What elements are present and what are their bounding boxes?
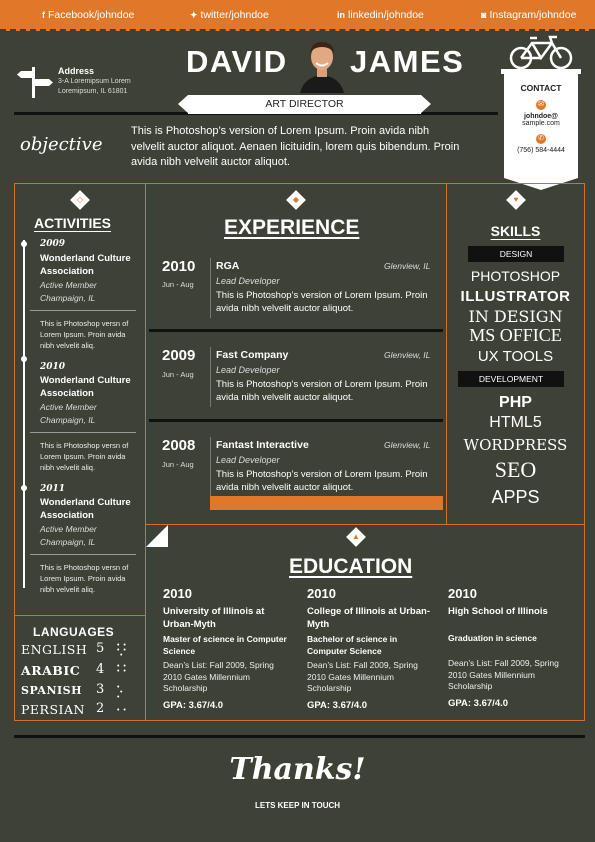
phone-icon: ✆: [536, 134, 546, 144]
skill-item: ILLUSTRATOR: [460, 288, 571, 305]
activity-place: Champaign, IL: [40, 415, 96, 425]
experience-range: Jun - Aug: [162, 460, 194, 469]
activity-year: 2009: [40, 239, 66, 249]
experience-diamond-icon: ◆: [286, 190, 306, 210]
activity-place: Champaign, IL: [40, 537, 96, 547]
experience-range: Jun - Aug: [162, 370, 194, 379]
social-linkedin-link[interactable]: [337, 9, 424, 21]
social-twitter-link[interactable]: [190, 9, 269, 21]
first-name: DAVID: [186, 44, 288, 79]
objective-text: This is Photoshop’s version of Lorem Ipsum. Proin avida nibh velvelit auctor aliquot. Aenaen licituidin, lorem quis bibendum. Proin avida nibh velvelit auctor aliquot.: [131, 125, 460, 168]
skill-item: SEO: [494, 457, 537, 482]
education-school: College of Illinois at Urban-Myth: [307, 606, 430, 630]
experience-desc: This is Photoshop’s version of Lorem Ipsum. Proin avida nibh velvelit auctor aliquot.: [216, 469, 428, 493]
experience-year: 2010: [162, 258, 196, 275]
experience-role: Lead Developer: [216, 455, 280, 465]
education-degree: Graduation in science: [448, 633, 537, 643]
social-linkedin-label: linkedin/johndoe: [348, 9, 424, 21]
education-gpa: GPA: 3.67/4.0: [307, 700, 368, 711]
address-label: Address: [58, 66, 95, 76]
language-level: 2: [96, 701, 105, 716]
footer-divider: [14, 735, 585, 738]
education-title: EDUCATION: [289, 555, 413, 578]
language-level-dots: • • •: [117, 684, 124, 701]
social-instagram-link[interactable]: [481, 9, 576, 21]
grid-bottom-line: [14, 720, 585, 721]
bicycle-icon: [508, 34, 574, 70]
experience-role: Lead Developer: [216, 365, 280, 375]
activity-desc: This is Photoshop versn of Lorem Ipsum. Proin avida nibh velvelit aliq.: [40, 563, 129, 594]
skills-development-band: DEVELOPMENT: [458, 371, 564, 387]
contact-label: CONTACT: [520, 83, 562, 93]
skill-item: PHP: [499, 394, 532, 411]
social-facebook-label: Facebook/johndoe: [48, 9, 135, 21]
experience-desc: This is Photoshop’s version of Lorem Ipsum. Proin avida nibh velvelit auctor aliquot.: [216, 379, 428, 403]
language-name: SPANISH: [21, 684, 82, 697]
skill-item: HTML5: [489, 414, 542, 431]
timeline-dot: [21, 485, 27, 491]
experience-year: 2008: [162, 437, 196, 454]
timeline-dot: [21, 241, 27, 247]
language-level: 4: [96, 662, 105, 677]
language-name: ARABIC: [21, 663, 81, 678]
contact-email-line-2[interactable]: sample.com: [522, 120, 560, 127]
experience-year: 2009: [162, 347, 196, 364]
activity-year: 2011: [40, 484, 66, 494]
education-year: 2010: [163, 586, 192, 601]
language-level-dots: • •: [117, 707, 127, 714]
contact-email-line-1[interactable]: johndoe@: [523, 113, 559, 120]
skill-item: WORDPRESS: [463, 436, 568, 454]
address-line-2: Loremipsum, IL 61801: [58, 88, 128, 95]
grid-education-line: [145, 524, 585, 525]
signpost-icon: [17, 65, 55, 99]
skill-item: MS OFFICE: [469, 325, 562, 345]
footer-tagline: LETS KEEP IN TOUCH: [254, 801, 341, 810]
skill-item: PHOTOSHOP: [470, 268, 561, 284]
experience-desc: This is Photoshop’s version of Lorem Ipsum. Proin avida nibh velvelit auctor aliquot.: [216, 290, 428, 314]
education-honors: Dean’s List: Fall 2009, Spring 2010 Gates Millennium Scholarship: [163, 660, 274, 693]
contact-phone[interactable]: (756) 584-4444: [517, 147, 565, 154]
skills-title: SKILLS: [490, 223, 541, 239]
language-name: ENGLISH: [21, 642, 88, 657]
skill-item: UX TOOLS: [477, 348, 554, 365]
education-gpa: GPA: 3.67/4.0: [448, 698, 509, 709]
grid-col-line-1: [145, 183, 146, 720]
activities-timeline: [23, 240, 25, 588]
experience-location: Glenview, IL: [384, 350, 431, 360]
activity-place: Champaign, IL: [40, 293, 96, 303]
experience-divider: [149, 419, 443, 422]
experience-company: Fast Company: [216, 349, 289, 361]
activity-org: Wonderland Culture Association: [40, 375, 131, 399]
languages-title: LANGUAGES: [33, 625, 115, 639]
experience-title: EXPERIENCE: [224, 216, 360, 239]
activity-org: Wonderland Culture Association: [40, 253, 131, 277]
education-honors: Dean’s List: Fall 2009, Spring 2010 Gates Millennium Scholarship: [307, 660, 418, 693]
activity-divider: [30, 310, 136, 311]
experience-location: Glenview, IL: [384, 261, 431, 271]
education-diamond-icon: ▲: [346, 527, 366, 547]
grid-languages-line: [14, 615, 146, 616]
linkedin-icon: in: [337, 10, 345, 20]
language-name: PERSIAN: [21, 702, 85, 717]
education-honors: Dean’s List: Fall 2009, Spring 2010 Gates Millennium Scholarship: [448, 658, 559, 691]
activity-role: Active Member: [40, 402, 97, 412]
experience-separator: [210, 258, 211, 318]
skills-design-band: DESIGN: [468, 246, 564, 262]
activity-desc: This is Photoshop versn of Lorem Ipsum. Proin avida nibh velvelit aliq.: [40, 441, 129, 472]
activity-role: Active Member: [40, 280, 97, 290]
grid-top-line: [14, 183, 585, 184]
experience-separator: [210, 347, 211, 407]
experience-role: Lead Developer: [216, 276, 280, 286]
objective-label: objective: [20, 134, 103, 155]
experience-company: RGA: [216, 260, 240, 272]
education-degree: Bachelor of science in Computer Science: [307, 634, 398, 656]
job-title: ART DIRECTOR: [265, 98, 344, 110]
experience-separator: [210, 437, 211, 497]
facebook-icon: f: [42, 10, 45, 20]
education-year: 2010: [448, 586, 477, 601]
skill-item: IN DESIGN: [468, 307, 563, 326]
thanks-signature: Thanks!: [229, 752, 366, 787]
activity-desc: This is Photoshop versn of Lorem Ipsum. Proin avida nibh velvelit aliq.: [40, 319, 129, 350]
activity-role: Active Member: [40, 524, 97, 534]
activity-divider: [30, 554, 136, 555]
language-level-dots: • • • •: [117, 663, 127, 675]
profile-photo: [296, 33, 348, 93]
language-level-dots: • • • • •: [117, 642, 127, 659]
corner-triangle-icon: [146, 525, 168, 547]
skills-diamond-icon: ♥: [506, 190, 526, 210]
education-school: University of Illinois at Urban-Myth: [163, 606, 265, 630]
experience-range: Jun - Aug: [162, 280, 194, 289]
last-name: JAMES: [350, 44, 465, 79]
grid-right-line: [584, 183, 585, 720]
email-icon: ✉: [536, 100, 546, 110]
activity-year: 2010: [40, 362, 66, 372]
timeline-dot: [21, 356, 27, 362]
twitter-icon: ✦: [190, 10, 198, 20]
address-line-1: 3-A Loremipsum Lorem: [58, 78, 131, 85]
skill-item: APPS: [491, 487, 540, 507]
grid-left-line: [14, 183, 15, 720]
experience-location: Glenview, IL: [384, 440, 431, 450]
experience-company: Fantast Interactive: [216, 439, 309, 451]
experience-accent-bar: [210, 496, 443, 510]
social-instagram-label: Instagram/johndoe: [489, 9, 577, 21]
education-year: 2010: [307, 586, 336, 601]
education-school: High School of Illinois: [448, 606, 548, 617]
social-twitter-label: twitter/johndoe: [200, 9, 269, 21]
social-facebook-link[interactable]: [42, 9, 134, 21]
job-title-ribbon: [188, 95, 421, 114]
activity-org: Wonderland Culture Association: [40, 497, 131, 521]
education-gpa: GPA: 3.67/4.0: [163, 700, 224, 711]
activity-divider: [30, 432, 136, 433]
avatar: [296, 33, 348, 93]
activities-diamond-icon: ◇: [70, 190, 90, 210]
activities-title: ACTIVITIES: [34, 215, 112, 231]
language-level: 3: [96, 682, 105, 697]
education-degree: Master of science in Computer Science: [163, 634, 287, 656]
contact-card: [504, 72, 578, 178]
experience-divider: [149, 329, 443, 332]
language-level: 5: [96, 641, 105, 656]
instagram-icon: ◙: [481, 10, 487, 20]
